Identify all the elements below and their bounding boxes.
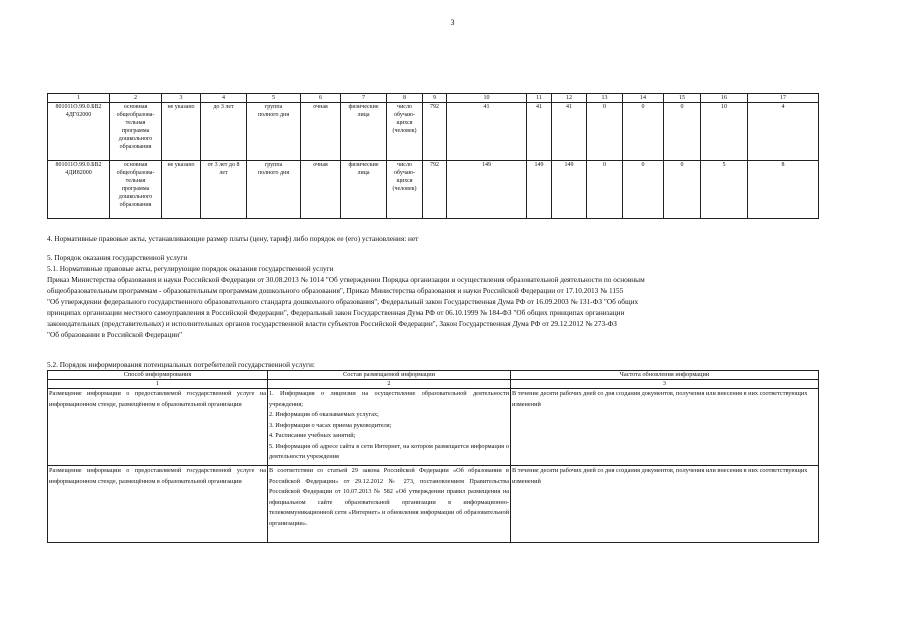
legal-acts-line: "Об утверждении федерального государственного образовательного стандарта дошкольного образования", Федеральный закон Государственная Дума РФ от 16.09.2003 № 131-ФЗ "Об общих	[47, 297, 639, 306]
cell: 41	[447, 103, 527, 161]
age-group: от 3 лет до 8 лет	[201, 161, 247, 219]
cell: 0	[664, 103, 701, 161]
cell: очная	[301, 103, 341, 161]
table-row	[48, 161, 819, 219]
section-5-title: 5. Порядок оказания государственной услуги	[47, 253, 188, 262]
column-number: 10	[447, 94, 527, 103]
legal-acts-line: принципах организации местного самоуправления в Российской Федерации", Федеральный закон Государственная Дума РФ от 06.10.1999 № 184-ФЗ "Об общих принципах организации	[47, 308, 625, 317]
cell: 41	[527, 103, 552, 161]
table-row	[48, 389, 819, 466]
cell: 5	[701, 161, 748, 219]
column-number: 1	[48, 380, 268, 389]
column-header: Способ информирования	[48, 371, 268, 380]
cell: физические лица	[341, 103, 387, 161]
registry-code: 801011О.99.0.БВ2 4ДГ02000	[48, 103, 110, 161]
age-group: до 3 лет	[201, 103, 247, 161]
section-5-1-title: 5.1. Нормативные правовые акты, регулирующие порядок оказания государственной услуги	[47, 264, 334, 273]
column-number: 4	[201, 94, 247, 103]
column-number: 3	[511, 380, 819, 389]
cell: 41	[552, 103, 587, 161]
cell: число обучаю- щихся (человек)	[387, 103, 423, 161]
update-frequency: В течение десяти рабочих дней со дня создания документов, получения или внесения в них соответствующих изменений	[511, 466, 819, 543]
column-number: 9	[423, 94, 447, 103]
cell: группа полного дня	[247, 161, 301, 219]
legal-acts-line: законодательных (представительных) и исполнительных органов государственной власти субъектов Российской Федерации", Закон Государственная Дума РФ от 29.12.2012 № 273-ФЗ	[47, 319, 617, 328]
column-number: 15	[664, 94, 701, 103]
cell: 4	[748, 103, 819, 161]
column-number: 2	[268, 380, 511, 389]
information-content: В соответствии со статьей 29 закона Российской Федерации «Об образовании в Российской Федерации» от 29.12.2012 № 273, постановлением Правительства Российской Федерации от 10.07.2013 № 582 «Об утверждении правил размещения на официальном сайте образовательной организации в информационно-телекоммуникационной сети «Интернет» и обновления информации об образовательной организации».	[268, 466, 511, 543]
cell: очная	[301, 161, 341, 219]
cell: не указано	[162, 161, 201, 219]
cell: 792	[423, 161, 447, 219]
cell: группа полного дня	[247, 103, 301, 161]
column-number: 14	[623, 94, 664, 103]
information-content: 1. Информация о лицензии на осуществление образовательной деятельности учреждения; 2. Информация об оказываемых услугах; 3. Информация о часах приема руководителя; 4. Расписание учебных занятий; 5. Информация об адресе сайта в сети Интернет, на котором размещается информация о деятельности учреждения	[268, 389, 511, 466]
column-number: 1	[48, 94, 110, 103]
column-number: 11	[527, 94, 552, 103]
cell: 0	[623, 161, 664, 219]
cell: физические лица	[341, 161, 387, 219]
column-number: 13	[587, 94, 623, 103]
program-name: основная общеобразова- тельная программа дошкольного образования	[110, 103, 162, 161]
column-header: Состав размещаемой информации	[268, 371, 511, 380]
column-number: 5	[247, 94, 301, 103]
program-name: основная общеобразова- тельная программа дошкольного образования	[110, 161, 162, 219]
section-5-2-title: 5.2. Порядок информирования потенциальных потребителей государственной услуги:	[47, 360, 315, 369]
cell: не указано	[162, 103, 201, 161]
service-volume-table	[47, 93, 819, 219]
table-row	[48, 466, 819, 543]
column-number: 17	[748, 94, 819, 103]
page-number: 3	[450, 18, 455, 27]
information-method: Размещение информации о предоставляемой государственной услуге на информационном стенде, размещённом в образовательной организации	[48, 389, 268, 466]
column-number: 12	[552, 94, 587, 103]
section-4-text: 4. Нормативные правовые акты, устанавливающие размер платы (цену, тариф) либо порядок ее (его) установления: нет	[47, 234, 419, 243]
update-frequency: В течение десяти рабочих дней со дня создания документов, получения или внесения в них соответствующих изменений	[511, 389, 819, 466]
cell: 149	[552, 161, 587, 219]
information-method: Размещение информации о предоставляемой государственной услуге на информационном стенде, размещённом в образовательной организации	[48, 466, 268, 543]
column-number: 8	[387, 94, 423, 103]
cell: 149	[447, 161, 527, 219]
column-header: Частота обновления информации	[511, 371, 819, 380]
column-number: 7	[341, 94, 387, 103]
cell: 0	[623, 103, 664, 161]
column-number: 2	[110, 94, 162, 103]
column-number: 3	[162, 94, 201, 103]
table-header-row	[48, 371, 819, 380]
table-header-row	[48, 94, 819, 103]
table-number-row	[48, 380, 819, 389]
section-5	[47, 252, 645, 340]
information-table	[47, 370, 819, 543]
cell: 8	[748, 161, 819, 219]
column-number: 16	[701, 94, 748, 103]
cell: 0	[587, 161, 623, 219]
cell: 0	[587, 103, 623, 161]
registry-code: 801011О.99.0.БВ2 4ДИ82000	[48, 161, 110, 219]
column-number: 6	[301, 94, 341, 103]
legal-acts-line: общеобразовательным программам - образовательным программам дошкольного образования", Приказ Министерства образования и науки Российской Федерации от 17.10.2013 № 1155	[47, 286, 624, 295]
cell: число обучаю- щихся (человек)	[387, 161, 423, 219]
cell: 0	[664, 161, 701, 219]
table-row	[48, 103, 819, 161]
cell: 792	[423, 103, 447, 161]
cell: 149	[527, 161, 552, 219]
cell: 10	[701, 103, 748, 161]
legal-acts-line: Приказ Министерства образования и науки Российской Федерации от 30.08.2013 № 1014 "Об утверждении Порядка организации и осуществления образовательной деятельности по основным	[47, 275, 645, 284]
legal-acts-line: "Об образовании в Российской Федерации"	[47, 330, 183, 339]
